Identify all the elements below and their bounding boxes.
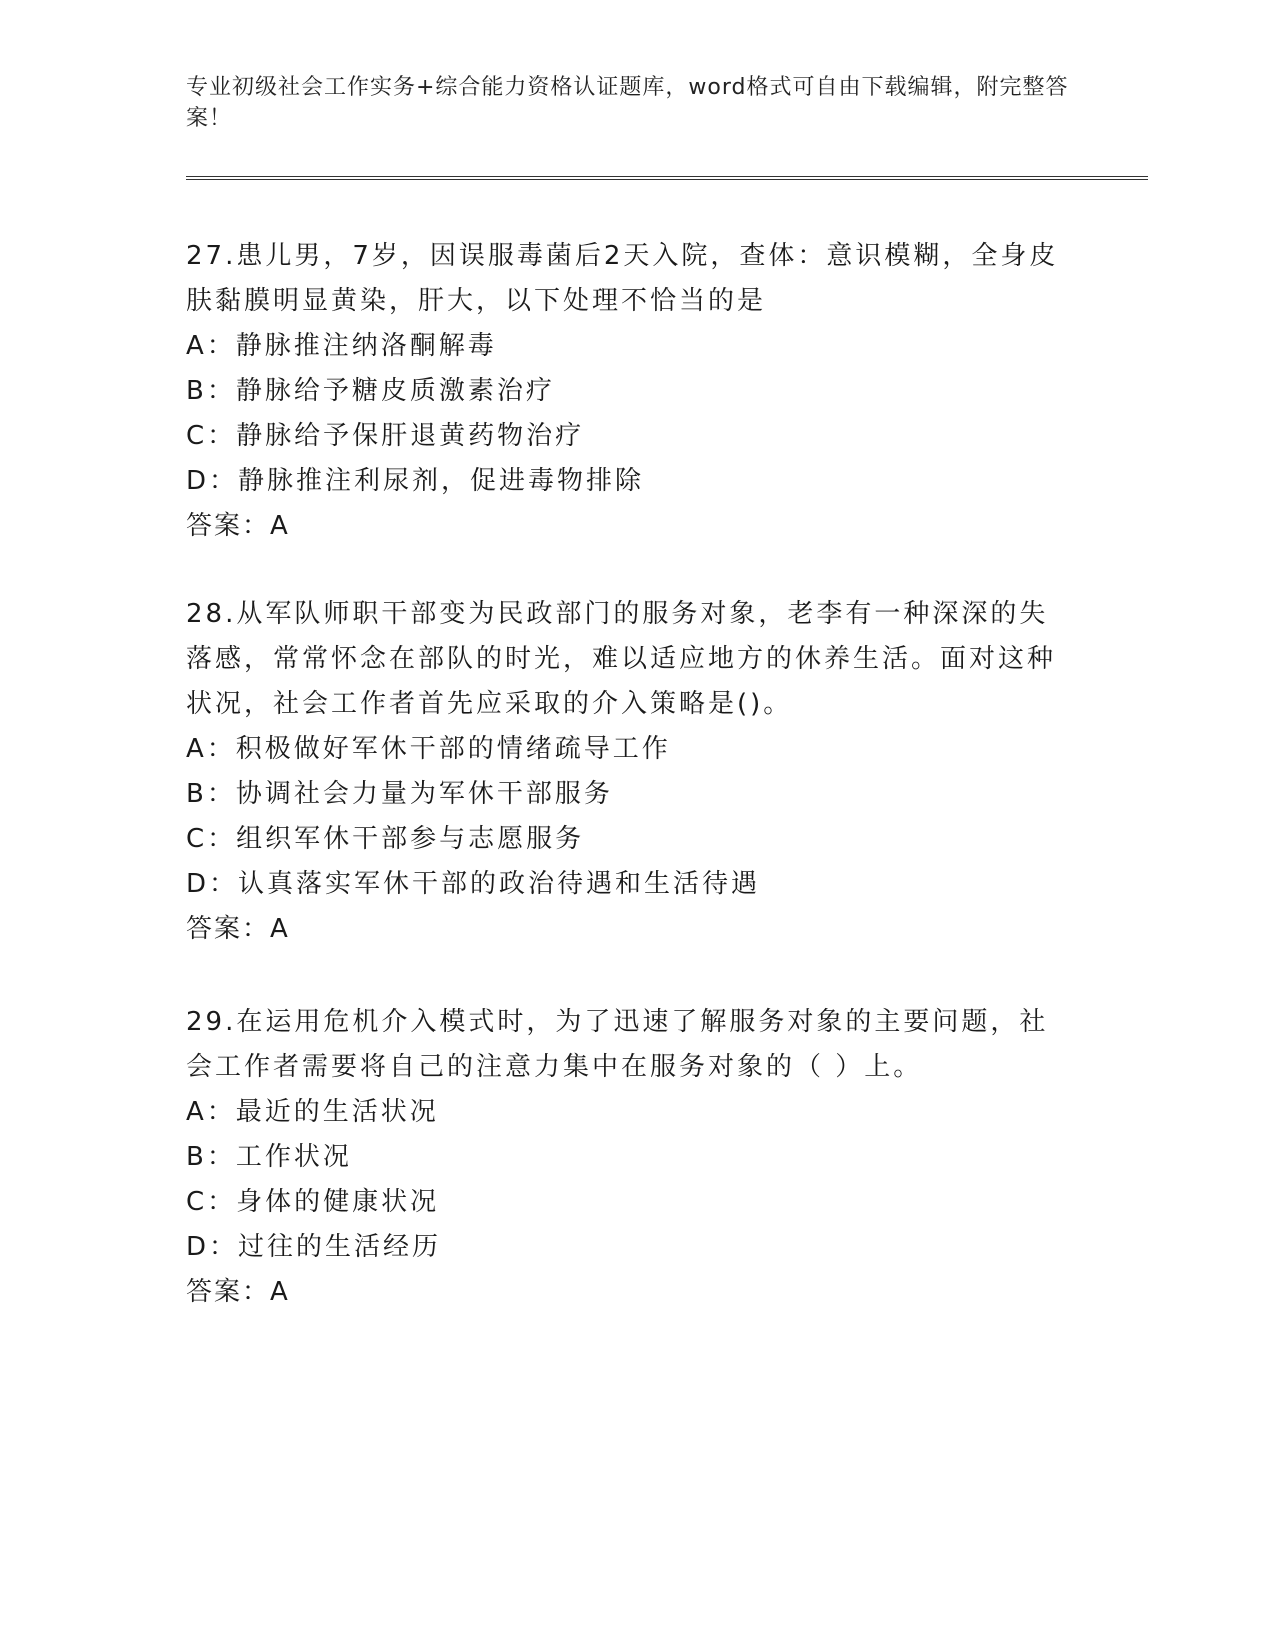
question-stem: 29.在运用危机介入模式时，为了迅速了解服务对象的主要问题，社会工作者需要将自己的注意力集中在服务对象的（ ）上。: [186, 1007, 1049, 1082]
header-divider: [186, 176, 1148, 180]
option-a: A：最近的生活状况: [186, 1097, 439, 1127]
option-d: D：过往的生活经历: [186, 1232, 442, 1262]
option-b: B：协调社会力量为军休干部服务: [186, 779, 613, 809]
answer: 答案：A: [186, 1277, 290, 1307]
option-c: C：组织军休干部参与志愿服务: [186, 824, 585, 854]
question-27: [186, 234, 1066, 549]
page-header: [186, 72, 1086, 134]
question-29: [186, 1000, 1066, 1315]
option-d: D：静脉推注利尿剂，促进毒物排除: [186, 466, 645, 496]
option-c: C：静脉给予保肝退黄药物治疗: [186, 421, 585, 451]
question-stem: 27.患儿男，7岁，因误服毒菌后2天入院，查体：意识模糊，全身皮肤黏膜明显黄染，肝大，以下处理不恰当的是: [186, 241, 1059, 316]
option-b: B：静脉给予糖皮质激素治疗: [186, 376, 555, 406]
option-d: D：认真落实军休干部的政治待遇和生活待遇: [186, 869, 761, 899]
header-text: 专业初级社会工作实务+综合能力资格认证题库，word格式可自由下载编辑，附完整答案！: [186, 75, 1069, 131]
answer: 答案：A: [186, 914, 290, 944]
option-a: A：积极做好军休干部的情绪疏导工作: [186, 734, 671, 764]
option-b: B：工作状况: [186, 1142, 352, 1172]
option-c: C：身体的健康状况: [186, 1187, 440, 1217]
question-28: [186, 592, 1066, 952]
answer: 答案：A: [186, 511, 290, 541]
option-a: A：静脉推注纳洛酮解毒: [186, 331, 497, 361]
question-stem: 28.从军队师职干部变为民政部门的服务对象，老李有一种深深的失落感，常常怀念在部队的时光，难以适应地方的休养生活。面对这种状况，社会工作者首先应采取的介入策略是()。: [186, 599, 1057, 719]
